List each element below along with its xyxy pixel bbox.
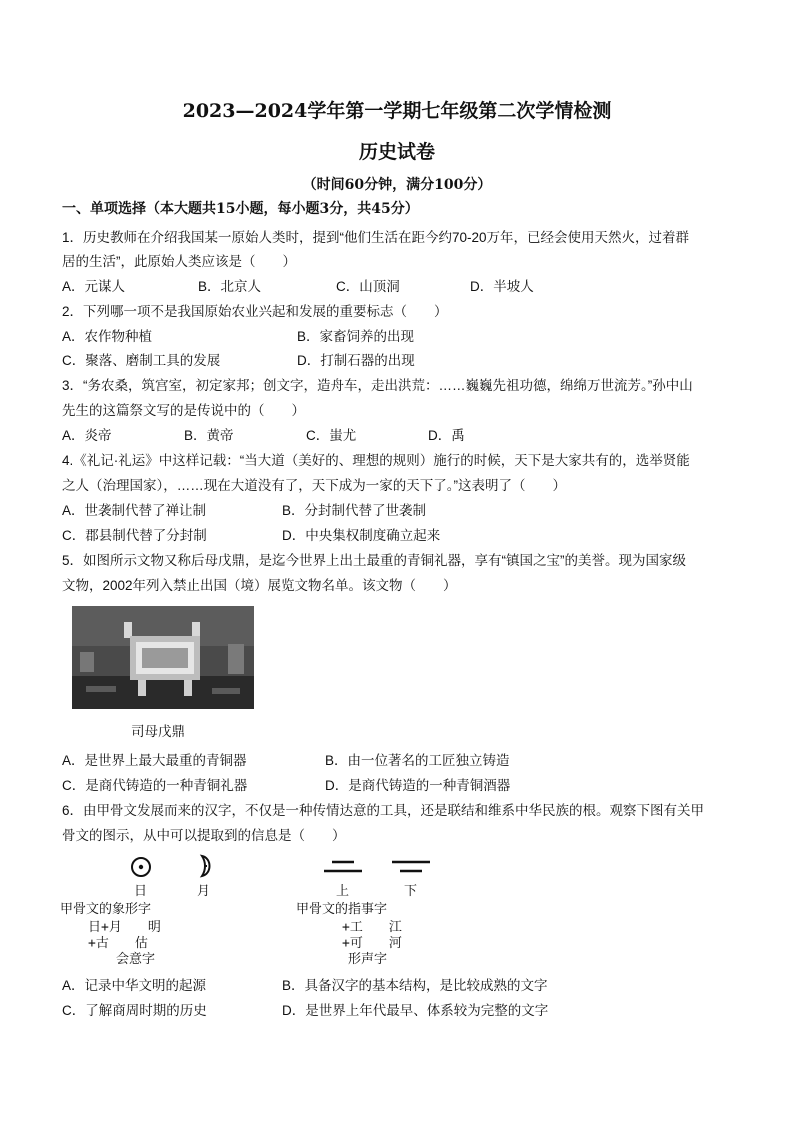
- q3-option-c: C．蚩尤: [306, 428, 357, 443]
- compound-row-2: +古 估: [88, 936, 148, 951]
- shang-glyph-icon: [322, 858, 364, 876]
- q4-option-b: B．分封制代替了世袭制: [282, 503, 427, 518]
- q5-stem-line1: 5．如图所示文物又称后母戊鼎，是迄今世界上出土最重的青铜礼器，享有“镇国之宝”的美誉。现为国家级: [62, 553, 686, 568]
- q4-option-c: C．郡县制代替了分封制: [62, 528, 207, 543]
- ideograph-caption: 会意字: [116, 952, 156, 967]
- shang-glyph-label: 上: [336, 884, 350, 899]
- pictograph-caption: 甲骨文的象形字: [60, 902, 152, 917]
- q2-stem-line1: 2．下列哪一项不是我国原始农业兴起和发展的重要标志（ ）: [62, 304, 448, 319]
- q2-option-a: A．农作物种植: [62, 329, 153, 344]
- q4-stem-line2: 之人（治理国家），……现在大道没有了，天下成为一家的天下了。”这表明了（ ）: [62, 478, 566, 493]
- photo-caption: 司母戊鼎: [131, 724, 185, 739]
- exam-time-note: （时间60分钟，满分100分）: [302, 177, 492, 193]
- xia-glyph-label: 下: [404, 884, 418, 899]
- exam-title: 2023—2024学年第一学期七年级第二次学情检测: [182, 100, 612, 122]
- q5-option-a: A．是世界上最大最重的青铜器: [62, 753, 247, 768]
- q1-option-b: B．北京人: [198, 279, 262, 294]
- compound-row-1: 日+月 明: [88, 920, 161, 935]
- q5-stem-line2: 文物，2002年列入禁止出国（境）展览文物名单。该文物（ ）: [62, 578, 457, 593]
- q2-option-c: C．聚落、磨制工具的发展: [62, 353, 221, 368]
- q6-option-b: B．具备汉字的基本结构，是比较成熟的文字: [282, 978, 548, 993]
- moon-glyph-icon: [196, 854, 216, 878]
- exam-subtitle: 历史试卷: [358, 141, 435, 163]
- q1-option-a: A．元谋人: [62, 279, 126, 294]
- q1-stem-line1: 1．历史教师在介绍我国某一原始人类时，提到“他们生活在距今约70-20万年，已经会使用天然火，过着群: [62, 230, 690, 245]
- q3-stem-line2: 先生的这篇祭文写的是传说中的（ ）: [62, 403, 305, 418]
- q3-option-b: B．黄帝: [184, 428, 234, 443]
- sun-glyph-label: 日: [134, 884, 148, 899]
- q3-option-d: D．禹: [428, 428, 465, 443]
- section-heading: 一、单项选择（本大题共15小题，每小题3分，共45分）: [62, 201, 419, 217]
- oracle-bone-figure: [60, 850, 460, 967]
- phonogram-caption: 形声字: [348, 952, 388, 967]
- q6-option-a: A．记录中华文明的起源: [62, 978, 207, 993]
- q5-option-b: B．由一位著名的工匠独立铸造: [325, 753, 510, 768]
- moon-glyph-label: 月: [197, 884, 211, 899]
- q6-option-c: C．了解商周时期的历史: [62, 1003, 207, 1018]
- q5-option-d: D．是商代铸造的一种青铜酒器: [325, 778, 511, 793]
- q4-option-d: D．中央集权制度确立起来: [282, 528, 441, 543]
- q4-stem-line1: 4.《礼记·礼运》中这样记载：“当大道（美好的、理想的规则）施行的时候，天下是大家共有的，选举贤能: [62, 453, 690, 468]
- q2-option-d: D．打制石器的出现: [297, 353, 415, 368]
- q1-option-d: D．半坡人: [470, 279, 534, 294]
- indicative-caption: 甲骨文的指事字: [296, 902, 388, 917]
- q4-option-a: A．世袭制代替了禅让制: [62, 503, 207, 518]
- q1-stem-line2: 居的生活”，此原始人类应该是（ ）: [62, 254, 296, 269]
- xia-glyph-icon: [390, 858, 432, 876]
- sun-glyph-icon: [130, 856, 152, 878]
- simuwu-ding-photo: [72, 606, 254, 709]
- q3-option-a: A．炎帝: [62, 428, 112, 443]
- q3-stem-line1: 3．“务农桑，筑宫室，初定家邦；创文字，造舟车，走出洪荒：……巍巍先祖功德，绵绵万世流芳。”孙中山: [62, 378, 693, 393]
- q1-option-c: C．山顶洞: [336, 279, 400, 294]
- q5-option-c: C．是商代铸造的一种青铜礼器: [62, 778, 248, 793]
- phonetic-row-1: +工 江: [342, 920, 402, 935]
- q6-option-d: D．是世界上年代最早、体系较为完整的文字: [282, 1003, 549, 1018]
- phonetic-row-2: +可 河: [342, 936, 402, 951]
- q6-stem-line2: 骨文的图示，从中可以提取到的信息是（ ）: [62, 828, 346, 843]
- ding-vessel-image: [72, 606, 254, 709]
- q2-option-b: B．家畜饲养的出现: [297, 329, 415, 344]
- q6-stem-line1: 6．由甲骨文发展而来的汉字，不仅是一种传情达意的工具，还是联结和维系中华民族的根。观察下图有关甲: [62, 803, 705, 818]
